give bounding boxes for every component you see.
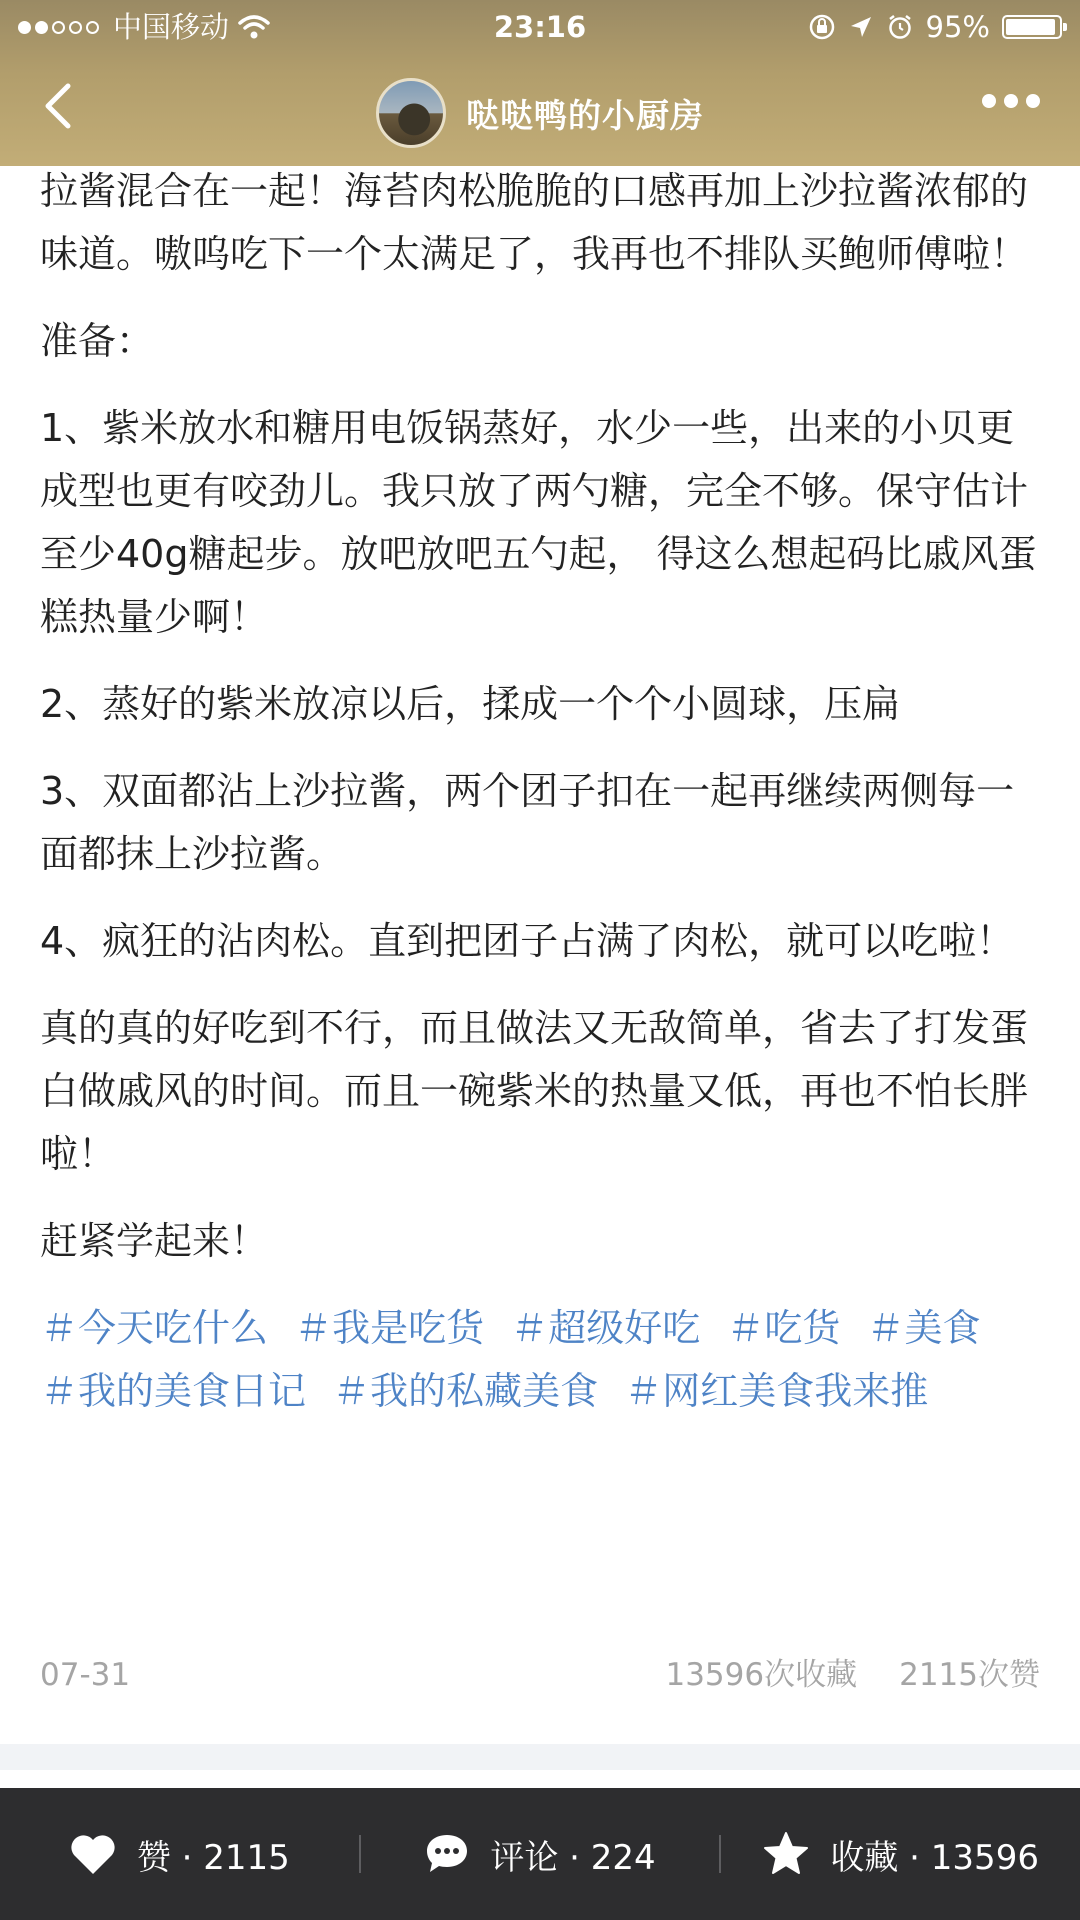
status-bar (0, 0, 1080, 54)
article-paragraph: 3、双面都沾上沙拉酱，两个团子扣在一起再继续两侧每一面都抹上沙拉酱。 (40, 769, 1015, 876)
hashtag-link[interactable]: ＃网红美食我来推 (624, 1369, 929, 1413)
clock: 23:16 (493, 10, 587, 44)
battery-icon (1002, 15, 1062, 39)
comment-button-label: 评论 · 224 (490, 1837, 656, 1878)
article-paragraph: 赶紧学起来！ (40, 1219, 269, 1263)
alarm-icon (886, 13, 914, 41)
author-header[interactable] (0, 78, 1080, 148)
article-paragraph: 2、蒸好的紫米放凉以后，揉成一个个小圆球，压扁 (40, 682, 901, 726)
comment-bubble-icon (424, 1832, 470, 1876)
top-bar (0, 0, 1080, 166)
hashtag-link[interactable]: ＃我的美食日记 (40, 1369, 307, 1413)
hashtag-list (40, 1297, 1040, 1423)
carrier-label: 中国移动 (113, 10, 230, 44)
comment-button[interactable] (361, 1788, 720, 1920)
like-button-label: 赞 · 2115 (136, 1837, 290, 1878)
hashtag-link[interactable]: ＃我的私藏美食 (332, 1369, 599, 1413)
star-icon (762, 1831, 810, 1877)
action-bar (0, 1788, 1080, 1920)
like-count: 2115次赞 (899, 1657, 1040, 1693)
post-stats (665, 1650, 1040, 1700)
more-dot-icon (982, 94, 996, 108)
collect-count: 13596次收藏 (665, 1657, 858, 1693)
more-dot-icon (1004, 94, 1018, 108)
author-avatar[interactable] (376, 78, 446, 148)
post-meta (40, 1650, 1040, 1700)
more-dot-icon (1026, 94, 1040, 108)
article-paragraph: 真的真的好吃到不行，而且做法又无敌简单，省去了打发蛋白做戚风的时间。而且一碗紫米的热量又低，再也不怕长胖啦！ (40, 1006, 1029, 1176)
post-date: 07-31 (40, 1657, 131, 1693)
battery-fill (1006, 19, 1055, 35)
author-name[interactable]: 哒哒鸭的小厨房 (466, 95, 704, 135)
hashtag-link[interactable]: ＃超级好吃 (510, 1306, 701, 1350)
article-body (40, 160, 1040, 1423)
rotation-lock-icon (808, 13, 836, 41)
more-options-button[interactable] (982, 94, 1040, 108)
article-paragraph: 4、疯狂的沾肉松。直到把团子占满了肉松，就可以吃啦！ (40, 919, 1015, 963)
heart-icon (69, 1832, 117, 1876)
article-paragraph: 1、紫米放水和糖用电饭锅蒸好，水少一些，出来的小贝更成型也更有咬劲儿。我只放了两勺糖，完全不够。保守估计至少40g糖起步。放吧放吧五勺起， 得这么想起码比戚风蛋糕热量少啊！ (40, 406, 1037, 639)
article-paragraph: 拉酱混合在一起！海苔肉松脆脆的口感再加上沙拉酱浓郁的味道。嗷呜吃下一个太满足了，我再也不排队买鲍师傅啦！ (40, 169, 1029, 276)
hashtag-link[interactable]: ＃今天吃什么 (40, 1306, 269, 1350)
location-arrow-icon (848, 14, 874, 40)
nav-bar (0, 54, 1080, 166)
article-paragraph: 准备： (40, 319, 155, 363)
section-divider (0, 1744, 1080, 1770)
status-right (808, 0, 1062, 54)
collect-button[interactable] (721, 1788, 1080, 1920)
collect-button-label: 收藏 · 13596 (830, 1837, 1039, 1878)
hashtag-link[interactable]: ＃美食 (866, 1306, 981, 1350)
battery-percent: 95% (925, 10, 990, 44)
hashtag-link[interactable]: ＃我是吃货 (294, 1306, 485, 1350)
like-button[interactable] (0, 1788, 359, 1920)
hashtag-link[interactable]: ＃吃货 (726, 1306, 841, 1350)
